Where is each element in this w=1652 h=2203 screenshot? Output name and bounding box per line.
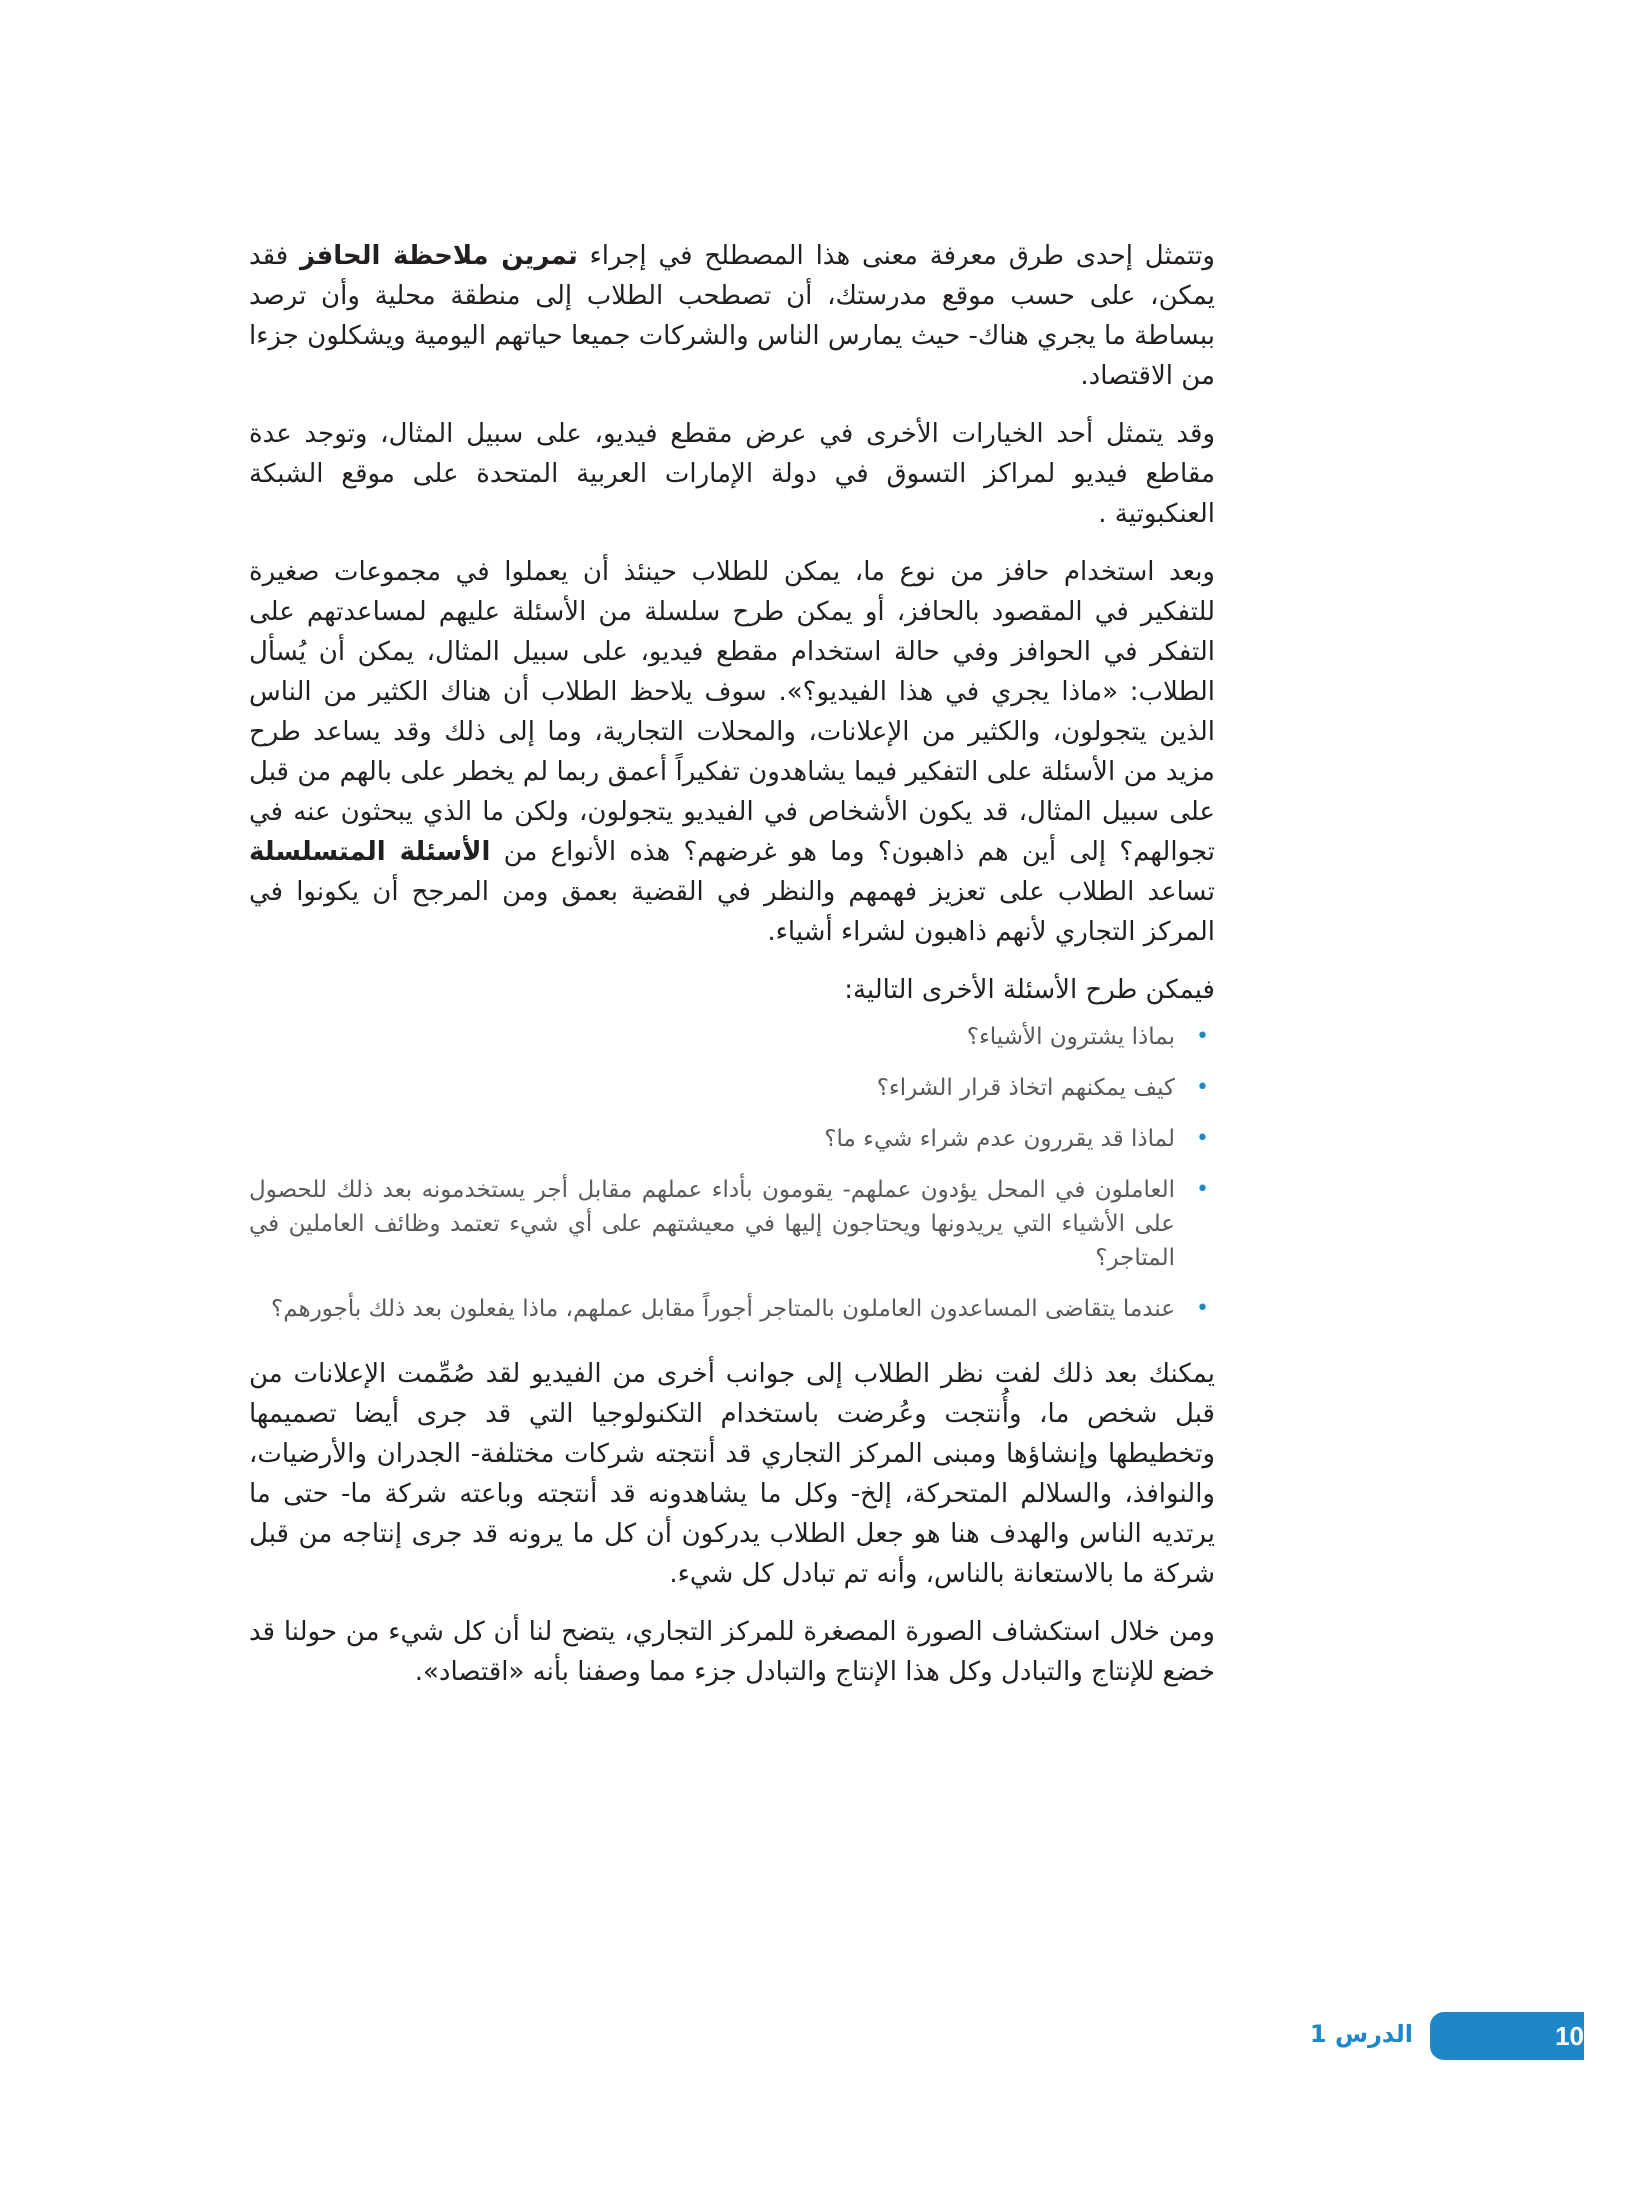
paragraph-text: تساعد الطلاب على تعزيز فهمهم والنظر في القضية بعمق ومن المرجح أن يكونوا في المركز التجاري لأنهم ذاهبون لشراء أشياء. — [249, 877, 1215, 947]
paragraph-text: وتتمثل إحدى طرق معرفة معنى هذا المصطلح في إجراء — [577, 241, 1215, 271]
list-item — [249, 1020, 1215, 1054]
bold-term: تمرين ملاحظة الحافز — [300, 241, 578, 271]
list-item-text: لماذا قد يقررون عدم شراء شيء ما؟ — [824, 1126, 1175, 1152]
page-body — [249, 236, 1215, 1710]
paragraph-observation-exercise — [249, 236, 1215, 396]
paragraph-video-option: وقد يتمثل أحد الخيارات الأخرى في عرض مقطع فيديو، على سبيل المثال، وتوجد عدة مقاطع فيديو لمراكز التسوق في دولة الإمارات العربية المتحدة على موقع الشبكة العنكبوتية . — [249, 419, 1215, 529]
bullet-icon: • — [1196, 1075, 1209, 1100]
page-number-tab — [1430, 2012, 1584, 2060]
list-item-text: كيف يمكنهم اتخاذ قرار الشراء؟ — [876, 1075, 1175, 1101]
questions-intro: فيمكن طرح الأسئلة الأخرى التالية: — [844, 975, 1215, 1005]
list-item-text: عندما يتقاضى المساعدون العاملون بالمتاجر أجوراً مقابل عملهم، ماذا يفعلون بعد ذلك بأجورهم؟ — [271, 1296, 1175, 1322]
list-item — [249, 1173, 1215, 1275]
list-item-text: بماذا يشترون الأشياء؟ — [966, 1024, 1175, 1050]
list-item — [249, 1122, 1215, 1156]
list-item — [249, 1071, 1215, 1105]
paragraph-other-aspects: يمكنك بعد ذلك لفت نظر الطلاب إلى جوانب أخرى من الفيديو لقد صُمِّمت الإعلانات من قبل شخص ما، وأُنتجت وعُرضت باستخدام التكنولوجيا التي قد جرى أيضا تصميمها وتخطيطها وإنشاؤها ومبنى المركز التجاري قد أنتجته شركات مختلفة- الجدران والأرضيات، والنوافذ، والسلالم المتحركة، إلخ- وكل ما يشاهدونه قد أنتجته وباعته شركة ما- حتى ما يرتديه الناس والهدف هنا هو جعل الطلاب يدركون أن كل ما يرونه قد جرى إنتاجه من قبل شركة ما بالاستعانة بالناس، وأنه تم تبادل كل شيء. — [249, 1359, 1215, 1589]
page-number: 10 — [1555, 2020, 1584, 2051]
paragraph-conclusion: ومن خلال استكشاف الصورة المصغرة للمركز التجاري، يتضح لنا أن كل شيء من حولنا قد خضع للإنتاج والتبادل وكل هذا الإنتاج والتبادل جزء مما وصفنا بأنه «اقتصاد». — [249, 1617, 1215, 1687]
lesson-label: الدرس 1 — [1309, 2020, 1413, 2048]
bullet-icon: • — [1196, 1177, 1209, 1202]
paragraph-text: فقد يمكن، على حسب موقع مدرستك، أن تصطحب الطلاب إلى منطقة محلية وأن ترصد ببساطة ما يجري هناك- حيث يمارس الناس والشركات جميعا حياتهم اليومية ويشكلون جزءا من الاقتصاد. — [249, 241, 1215, 391]
list-item-text: العاملون في المحل يؤدون عملهم- يقومون بأداء عملهم مقابل أجر يستخدمونه بعد ذلك للحصول على الأشياء التي يريدونها ويحتاجون إليها في معيشتهم على أي شيء تعتمد وظائف العاملين في المتاجر؟ — [249, 1177, 1175, 1271]
list-item — [249, 1292, 1215, 1326]
bold-term: الأسئلة المتسلسلة — [249, 837, 491, 867]
questions-list — [249, 1020, 1215, 1326]
paragraph-stimulus-questions — [249, 552, 1215, 952]
bullet-icon: • — [1196, 1024, 1209, 1049]
bullet-icon: • — [1196, 1296, 1209, 1321]
bullet-icon: • — [1196, 1126, 1209, 1151]
paragraph-text: وبعد استخدام حافز من نوع ما، يمكن للطلاب حينئذ أن يعملوا في مجموعات صغيرة للتفكير في المقصود بالحافز، أو يمكن طرح سلسلة من الأسئلة عليهم لمساعدتهم على التفكر في الحوافز وفي حالة استخدام مقطع فيديو، على سبيل المثال، يمكن أن يُسأل الطلاب: «ماذا يجري في هذا الفيديو؟». سوف يلاحظ الطلاب أن هناك الكثير من الناس الذين يتجولون، والكثير من الإعلانات، والمحلات التجارية، وما إلى ذلك وقد يساعد طرح مزيد من الأسئلة على التفكير فيما يشاهدون تفكيراً أعمق ربما لم يخطر على بالهم من قبل على سبيل المثال، قد يكون الأشخاص في الفيديو يتجولون، ولكن ما الذي يبحثون عنه في تجوالهم؟ إلى أين هم ذاهبون؟ وما هو غرضهم؟ هذه الأنواع من — [249, 557, 1215, 867]
